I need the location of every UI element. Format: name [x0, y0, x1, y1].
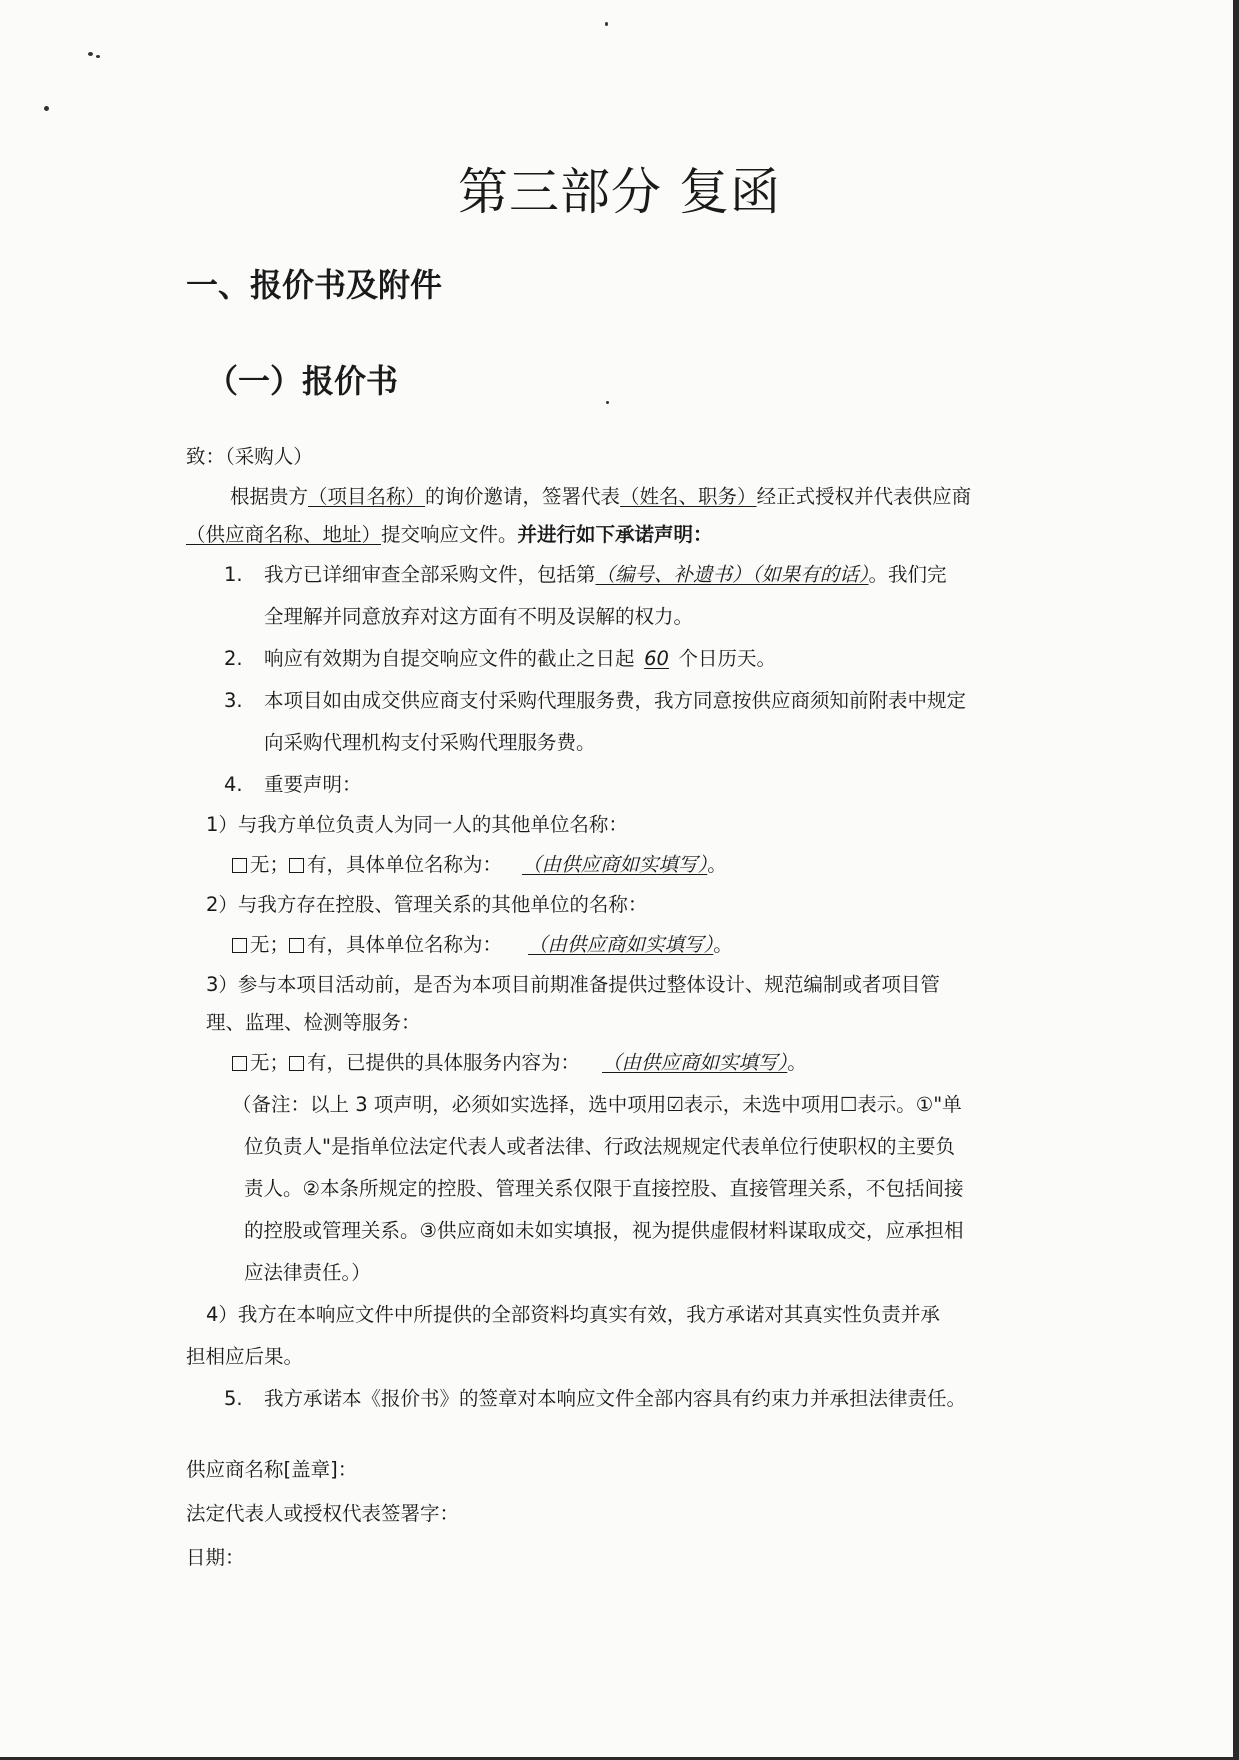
item-3 [186, 680, 1056, 722]
item-number: 5. [224, 1387, 243, 1410]
representative-signature-line: 法定代表人或授权代表签署字： [186, 1502, 460, 1525]
option-label: 无； [250, 933, 290, 956]
scan-speck [96, 55, 100, 58]
declaration-text: 参与本项目活动前，是否为本项目前期准备提供过整体设计、规范编制或者项目管 [237, 973, 940, 996]
intro-bold-text: 并进行如下承诺声明： [517, 523, 713, 546]
item-5 [186, 1378, 1056, 1420]
declaration-4-cont: 担相应后果。 [186, 1345, 304, 1368]
fill-blank: （编号、补遗书）（如果有的话） [595, 563, 869, 586]
fill-blank: （由供应商如实填写） [528, 933, 714, 956]
intro-text: 的询价邀请，签署代表 [425, 485, 621, 508]
declaration-number: 2） [206, 893, 238, 916]
scan-edge-right [1233, 0, 1239, 1760]
option-label: 无； [250, 853, 290, 876]
item-text: 重要声明： [264, 773, 362, 796]
item-number: 3. [224, 689, 243, 712]
checkbox-have[interactable] [289, 1056, 304, 1071]
supplier-blank: （供应商名称、地址） [186, 523, 382, 546]
punctuation: 。 [787, 1051, 807, 1074]
option-label: 无； [250, 1051, 290, 1074]
declaration-number: 3） [206, 973, 238, 996]
option-label: 有，具体单位名称为： [307, 933, 503, 956]
note-line: （备注：以上 3 项声明，必须如实选择，选中项用☑表示，未选中项用☐表示。①"单 [232, 1093, 962, 1116]
item-text: 我方承诺本《报价书》的签章对本响应文件全部内容具有约束力并承担法律责任。 [264, 1387, 967, 1410]
declaration-2-options [186, 924, 1056, 966]
item-3-cont: 向采购代理机构支付采购代理服务费。 [264, 731, 596, 754]
project-name-blank: （项目名称） [308, 485, 426, 508]
checkbox-none[interactable] [232, 938, 247, 953]
fill-blank: （由供应商如实填写） [602, 1051, 788, 1074]
signature-block [186, 1448, 459, 1580]
note-line: 的控股或管理关系。③供应商如未如实填报，视为提供虚假材料谋取成交，应承担相 [244, 1219, 964, 1242]
validity-days-blank: 60 [644, 647, 669, 670]
item-number: 1. [224, 563, 243, 586]
note-line: 位负责人"是指单位法定代表人或者法律、行政法规规定代表单位行使职权的主要负 [244, 1135, 955, 1158]
declaration-3-cont: 理、监理、检测等服务： [206, 1011, 421, 1034]
declaration-1 [186, 806, 1056, 844]
intro-line-2 [186, 516, 1056, 554]
item-number: 2. [224, 647, 243, 670]
punctuation: 。 [707, 853, 727, 876]
scan-speck [606, 401, 609, 404]
declaration-3 [186, 966, 1056, 1004]
declaration-3-options [186, 1042, 1056, 1084]
item-4 [186, 764, 1056, 806]
intro-text: 根据贵方 [230, 485, 309, 508]
page-title: 第三部分 复函 [458, 163, 781, 221]
declaration-2 [186, 886, 1056, 924]
declaration-1-options [186, 844, 1056, 886]
scan-speck [44, 106, 49, 111]
addressee: 致：（采购人） [186, 445, 313, 468]
item-text: 个日历天。 [678, 647, 777, 670]
item-text: 。我们完 [868, 563, 947, 586]
option-label: 有，已提供的具体服务内容为： [307, 1051, 581, 1074]
supplier-seal-line: 供应商名称[盖章]： [186, 1458, 358, 1481]
declaration-text: 与我方单位负责人为同一人的其他单位名称： [237, 813, 628, 836]
intro-line-1 [186, 478, 1056, 516]
item-1-cont: 全理解并同意放弃对这方面有不明及误解的权力。 [264, 605, 694, 628]
letter-body [186, 436, 1056, 1420]
checkbox-have[interactable] [289, 938, 304, 953]
item-text: 我方已详细审查全部采购文件，包括第 [264, 563, 596, 586]
item-1 [186, 554, 1056, 596]
date-line: 日期： [186, 1546, 245, 1569]
item-number: 4. [224, 773, 243, 796]
declaration-number: 1） [206, 813, 238, 836]
checkbox-none[interactable] [232, 858, 247, 873]
note-line: 应法律责任。） [244, 1261, 371, 1284]
section-heading: 一、报价书及附件 [186, 266, 443, 304]
checkbox-have[interactable] [289, 858, 304, 873]
intro-text: 提交响应文件。 [381, 523, 518, 546]
checkbox-none[interactable] [232, 1056, 247, 1071]
item-text: 本项目如由成交供应商支付采购代理服务费，我方同意按供应商须知前附表中规定 [264, 689, 967, 712]
declaration-text: 与我方存在控股、管理关系的其他单位的名称： [237, 893, 648, 916]
declaration-text: 我方在本响应文件中所提供的全部资料均真实有效，我方承诺对其真实性负责并承 [237, 1303, 940, 1326]
fill-blank: （由供应商如实填写） [522, 853, 708, 876]
item-2 [186, 638, 1056, 680]
representative-blank: （姓名、职务） [620, 485, 757, 508]
subsection-heading: （一）报价书 [206, 362, 399, 400]
declaration-note [186, 1084, 1056, 1294]
intro-text: 经正式授权并代表供应商 [756, 485, 972, 508]
punctuation: 。 [713, 933, 733, 956]
item-text: 响应有效期为自提交响应文件的截止之日起 [264, 647, 635, 670]
declaration-number: 4） [206, 1303, 238, 1326]
declaration-4 [186, 1294, 1056, 1336]
note-line: 责人。②本条所规定的控股、管理关系仅限于直接控股、直接管理关系，不包括间接 [244, 1177, 964, 1200]
scan-speck [605, 22, 608, 26]
scan-speck [88, 52, 93, 56]
option-label: 有，具体单位名称为： [307, 853, 503, 876]
